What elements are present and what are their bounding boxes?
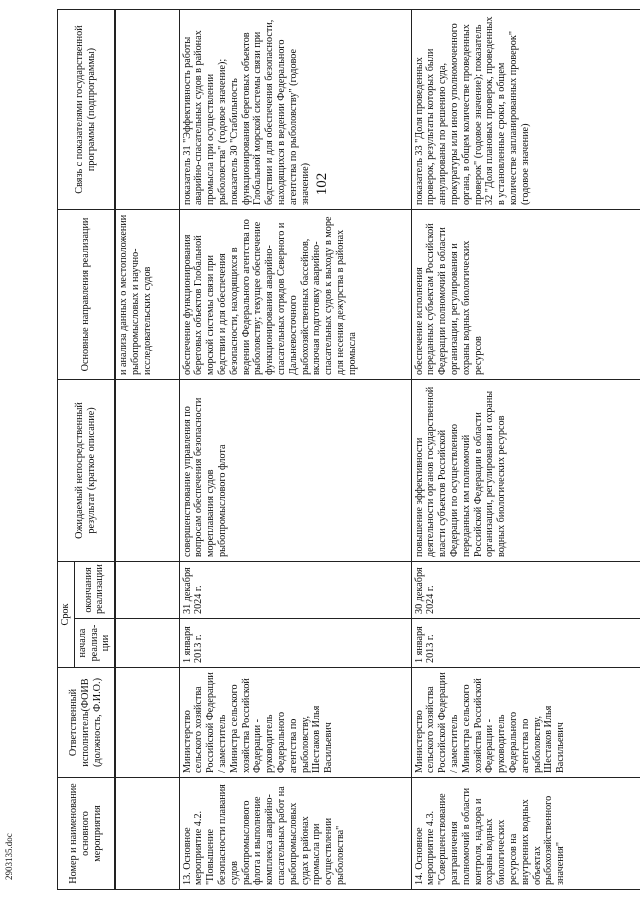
term-start-cell: 1 января 2013 г. <box>179 619 411 668</box>
result-cell: повышение эффективности деятельности органов государственной власти субъектов Российской Федерации по осуществлению переданных им полномочий Российской Федерации в области организации, регулирования и охраны водных биологических ресурсов <box>411 380 640 562</box>
term-end-cell: 31 декабря 2024 г. <box>179 562 411 619</box>
table-row <box>179 10 411 890</box>
header-responsible: Ответственный исполнитель(ФОИВ (должность, Ф.И.О.) <box>58 668 116 778</box>
table-row-continuation <box>115 10 179 890</box>
page-number: 102 <box>314 172 330 196</box>
rotated-table-sheet <box>57 10 640 890</box>
header-directions: Основные направления реализации <box>58 210 116 380</box>
measure-name: Основное мероприятие 4.3. "Совершенствование разграничения полномочий в области контроля, надзора и охраны водных биологических ресурсов на внутренних водных объектах рыбохозяйственного значения" <box>413 787 567 885</box>
continuation-directions: и анализа данных о местоположении рыбопромысловых и научно-исследовательских судов <box>115 210 179 380</box>
row-number: 14. <box>413 872 425 885</box>
header-result: Ожидаемый непосредственный результат (краткое описание) <box>58 380 116 562</box>
responsible-cell: Министерство сельского хозяйства Российской Федерации / заместитель Министра сельского хозяйства Российской Федерации - руководитель Федерального агентства по рыболовству, Шестаков Илья Васильевич <box>179 668 411 778</box>
directions-cell: обеспечение исполнения переданных субъектам Российской Федерации полномочий в области организации, регулирования и охраны водных биологических ресурсов <box>411 210 640 380</box>
header-term-end: окончания реализации <box>74 562 115 619</box>
header-term-start: начала реализа-ции <box>74 619 115 668</box>
measure-cell <box>179 778 411 890</box>
measures-table <box>57 9 640 890</box>
term-start-cell: 1 января 2013 г. <box>411 619 640 668</box>
footer-filename: 2903135.doc <box>4 833 14 880</box>
result-cell: совершенствование управления по вопросам обеспечения безопасности мореплавания судов рыбопромыслового флота <box>179 380 411 562</box>
indicators-cell: показатель 31 "Эффективность работы аварийно-спасательных судов в районах промысла при осуществлении рыболовства" (годовое значение); показатель 30 "Стабильность функционирования береговых объектов Глобальной морской системы связи при бедствии и для обеспечения безопасности, находящихся в ведении Федерального агентства по рыболовству" (годовое значение) <box>179 10 411 210</box>
term-end-cell: 30 декабря 2024 г. <box>411 562 640 619</box>
header-term: Срок <box>58 562 75 668</box>
row-number: 13. <box>181 872 193 885</box>
header-indicators: Связь с показателями государственной программы (подпрограммы) <box>58 10 116 210</box>
measure-cell <box>411 778 640 890</box>
indicators-cell: показатель 33 "Доля проведенных проверок, результаты которых были аннулированы по решению суда, прокуратуры или иного уполномоченного органа, в общем количестве проведенных проверок" (годовое значение); показатель 32 "Доля плановых проверок, проведенных в установленные сроки, в общем количестве запланированных проверок" (годовое значение) <box>411 10 640 210</box>
directions-cell: обеспечение функционирования береговых объектов Глобальной морской системы связи при бедствии и для обеспечения безопасности, находящихся в ведении Федерального агентства по рыболовству; текущее обеспечение функционирования аварийно-спасательных отрядов Северного и Дальневосточного рыбохозяйственных бассейнов, включая подготовку аварийно-спасательных судов к выходу в море для несения дежурства в районах промысла <box>179 210 411 380</box>
header-measure: Номер и наименование основного мероприятия <box>58 778 116 890</box>
responsible-cell: Министерство сельского хозяйства Российской Федерации / заместитель Министра сельского хозяйства Российской Федерации - руководитель Федерального агентства по рыболовству, Шестаков Илья Васильевич <box>411 668 640 778</box>
table-row <box>411 10 640 890</box>
measure-name: Основное мероприятие 4.2. "Повышение безопасности плавания судов рыбопромыслового флота и выполнение комплекса аварийно-спасательных работ на рыбопромысловых судах в районах промысла при осуществлении рыболовства" <box>181 784 347 885</box>
